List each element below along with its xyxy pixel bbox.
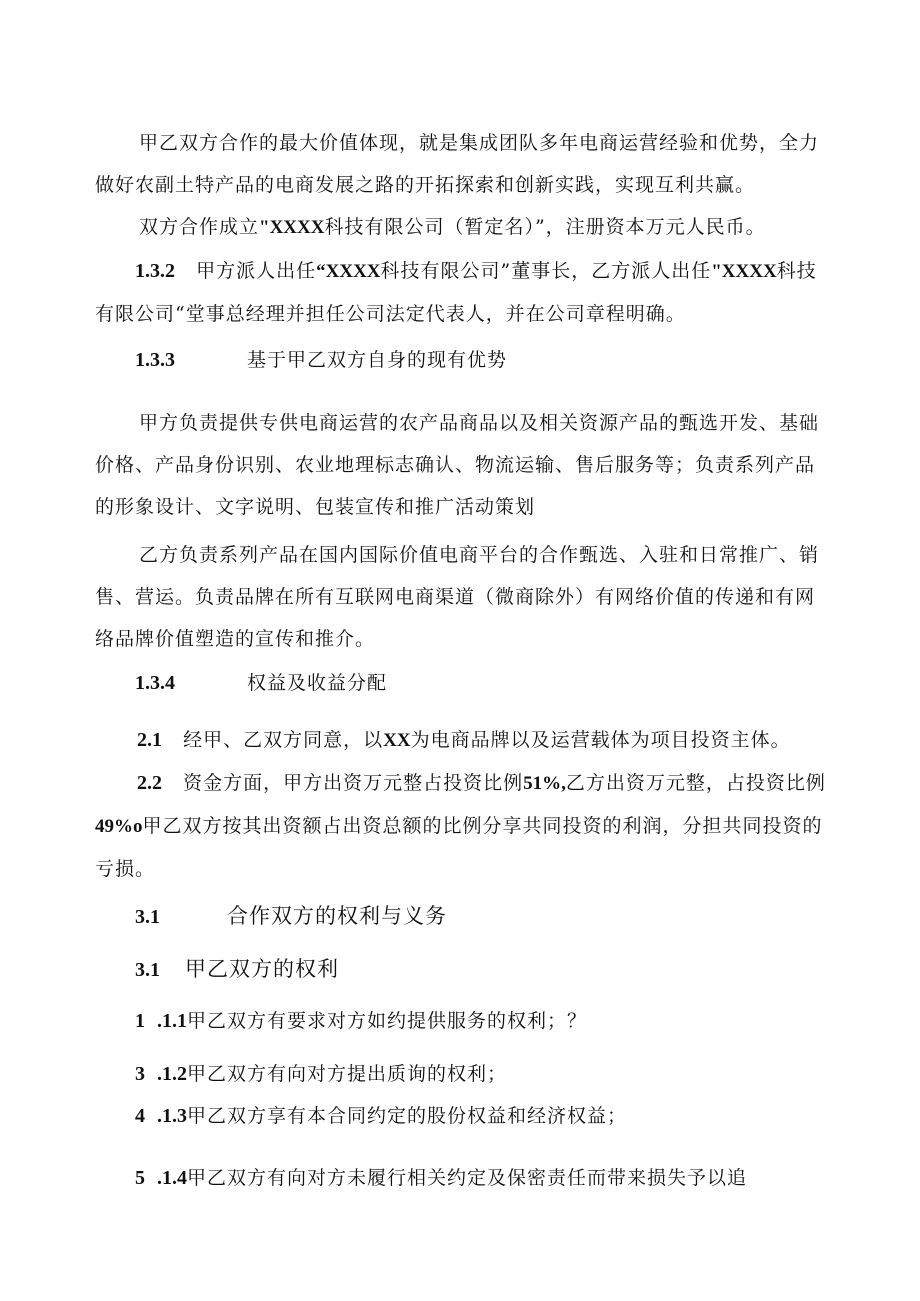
heading-1-3-3: 1.3.3 基于甲乙双方自身的现有优势 <box>135 349 508 371</box>
paragraph-party-a-duties: 甲方负责提供专供电商运营的农产品商品以及相关资源产品的甄选开发、基础价格、产品身份识别、农业地理标志确认、物流运输、售后服务等；负责系列产品的形象设计、文字说明、包装宣传和推广活动策划 <box>95 412 820 518</box>
list-item: 3 .1.2甲乙双方有向对方提出质询的权利； <box>135 1063 508 1085</box>
list-item: 5 .1.4甲乙双方有向对方未履行相关约定及保密责任而带来损失予以追 <box>135 1167 748 1189</box>
paragraph-2-1: 2.1 经甲、乙双方同意，以XX为电商品牌以及运营载体为项目投资主体。 <box>137 729 791 751</box>
list-item: 4 .1.3甲乙双方享有本合同约定的股份权益和经济权益； <box>135 1105 628 1127</box>
heading-3-1-rights: 3.1 甲乙双方的权利 <box>135 957 339 981</box>
list-item: 1 .1.1甲乙双方有要求对方如约提供服务的权利；？ <box>135 1010 588 1032</box>
heading-3-1-rights-obligations: 3.1 合作双方的权利与义务 <box>135 904 447 928</box>
paragraph-1-3-2: 1.3.2 甲方派人出任“XXXX科技有限公司”董事长，乙方派人出任"XXXX科技有限公司“堂事总经理并担任公司法定代表人，并在公司章程明确。 <box>95 260 817 325</box>
heading-1-3-4: 1.3.4 权益及收益分配 <box>135 672 388 694</box>
paragraph-cooperation-value: 甲乙双方合作的最大价值体现，就是集成团队多年电商运营经验和优势，全力做好农副土特产品的电商发展之路的开拓探索和创新实践，实现互利共赢。 <box>95 132 820 196</box>
paragraph-2-2: 2.2 资金方面，甲方出资万元整占投资比例51%,乙方出资万元整，占投资比例49%o甲乙双方按其出资额占出资总额的比例分享共同投资的利润，分担共同投资的亏损。 <box>95 772 826 880</box>
paragraph-party-b-duties: 乙方负责系列产品在国内国际价值电商平台的合作甄选、入驻和日常推广、销售、营运。负责品牌在所有互联网电商渠道（微商除外）有网络价值的传递和有网络品牌价值塑造的宣传和推介。 <box>95 544 820 650</box>
paragraph-company-establishment: 双方合作成立"XXXX科技有限公司（暂定名）”，注册资本万元人民币。 <box>139 216 766 238</box>
